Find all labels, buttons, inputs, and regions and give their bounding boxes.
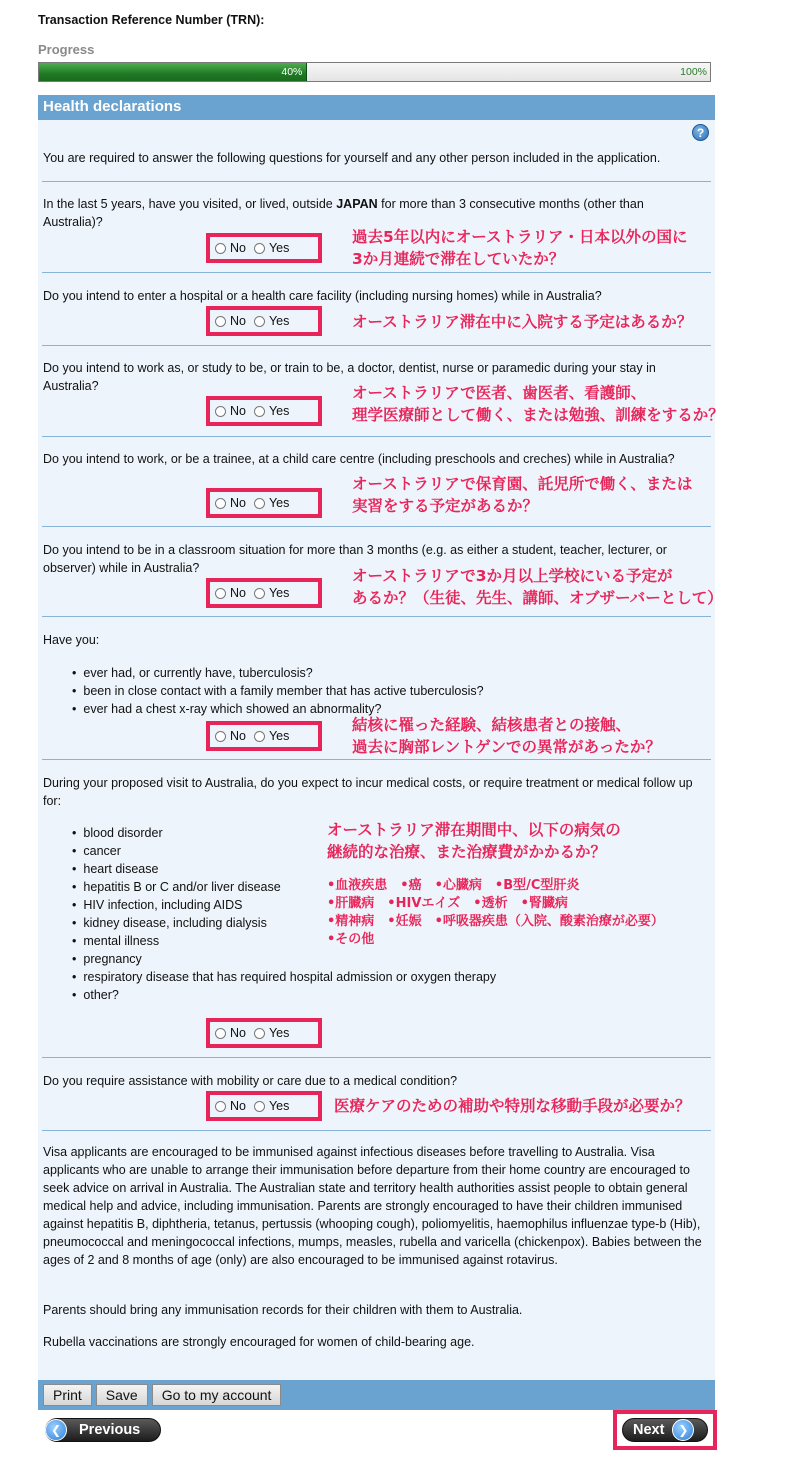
annotation-q1: 過去5年以内にオーストラリア・日本以外の国に 3か月連続で滞在していたか？ bbox=[352, 228, 688, 268]
progress-end-label: 100% bbox=[680, 66, 707, 78]
list-item: • cancer bbox=[74, 842, 496, 860]
question-8-options bbox=[206, 1091, 322, 1121]
question-4-no-option[interactable]: No bbox=[215, 496, 246, 510]
immunisation-records-paragraph: Parents should bring any immunisation records for their children with them to Australia. bbox=[43, 1303, 523, 1317]
question-2-yes-option[interactable]: Yes bbox=[254, 314, 289, 328]
divider bbox=[42, 1057, 711, 1058]
divider bbox=[42, 1130, 711, 1131]
divider bbox=[42, 616, 711, 617]
question-5-no-option[interactable]: No bbox=[215, 586, 246, 600]
list-item: • HIV infection, including AIDS bbox=[74, 896, 496, 914]
annotation-q5: オーストラリアで3か月以上学校にいる予定が あるか？（生徒、先生、講師、オブザーバーとして） bbox=[352, 567, 723, 607]
annotation-q6: 結核に罹った経験、結核患者との接触、 過去に胸部レントゲンでの異常があったか？ bbox=[352, 716, 661, 756]
divider bbox=[42, 345, 711, 346]
panel-title: Health declarations bbox=[38, 95, 715, 120]
help-icon[interactable]: ? bbox=[692, 124, 709, 141]
rubella-paragraph: Rubella vaccinations are strongly encouraged for women of child-bearing age. bbox=[43, 1335, 475, 1349]
trn-label: Transaction Reference Number (TRN): bbox=[38, 13, 265, 27]
divider bbox=[42, 272, 711, 273]
list-item: • heart disease bbox=[74, 860, 496, 878]
question-2-options bbox=[206, 306, 322, 336]
radio-yes[interactable] bbox=[254, 243, 265, 254]
question-7-yes-option[interactable]: Yes bbox=[254, 1026, 289, 1040]
question-4-text: Do you intend to work, or be a trainee, at a child care centre (including preschools and creches) while in Australia? bbox=[43, 452, 675, 466]
question-6-yes-option[interactable]: Yes bbox=[254, 729, 289, 743]
question-3-text: Do you intend to work as, or study to be, or train to be, a doctor, dentist, nurse or paramedic during your stay in Australia? bbox=[43, 361, 656, 393]
list-item: • respiratory disease that has required hospital admission or oxygen therapy bbox=[74, 968, 496, 986]
question-1-text: In the last 5 years, have you visited, or lived, outside JAPAN for more than 3 consecutive months (other than Australia)? bbox=[43, 197, 644, 229]
list-item: • kidney disease, including dialysis bbox=[74, 914, 496, 932]
radio-yes[interactable] bbox=[254, 406, 265, 417]
previous-button[interactable] bbox=[45, 1418, 161, 1442]
question-6-text: Have you: bbox=[43, 633, 100, 647]
next-label: Next bbox=[633, 1422, 665, 1438]
radio-no[interactable] bbox=[215, 316, 226, 327]
radio-yes[interactable] bbox=[254, 316, 265, 327]
print-button[interactable]: Print bbox=[43, 1384, 92, 1406]
radio-yes[interactable] bbox=[254, 1028, 265, 1039]
question-7-no-option[interactable]: No bbox=[215, 1026, 246, 1040]
annotation-q4: オーストラリアで保育園、託児所で働く、または 実習をする予定があるか？ bbox=[352, 475, 693, 515]
annotation-q3: オーストラリアで医者、歯医者、看護師、 理学医療師として働く、または勉強、訓練をするか？ bbox=[352, 384, 724, 424]
go-to-my-account-button[interactable]: Go to my account bbox=[152, 1384, 282, 1406]
radio-no[interactable] bbox=[215, 406, 226, 417]
radio-no[interactable] bbox=[215, 731, 226, 742]
list-item: • blood disorder bbox=[74, 824, 496, 842]
annotation-q2: オーストラリア滞在中に入院する予定はあるか？ bbox=[352, 313, 693, 331]
question-6-options bbox=[206, 721, 322, 751]
list-item: • other? bbox=[74, 986, 496, 1004]
list-item: • pregnancy bbox=[74, 950, 496, 968]
question-6-bullets bbox=[74, 664, 484, 718]
question-8-text: Do you require assistance with mobility or care due to a medical condition? bbox=[43, 1074, 458, 1088]
chevron-left-icon: ❮ bbox=[45, 1419, 67, 1441]
save-button[interactable]: Save bbox=[96, 1384, 148, 1406]
progress-bar bbox=[38, 62, 711, 82]
progress-fill bbox=[39, 63, 307, 81]
progress-current-label: 40% bbox=[281, 66, 303, 78]
divider bbox=[42, 181, 711, 182]
progress-label: Progress bbox=[38, 42, 95, 57]
list-item: • ever had a chest x-ray which showed an abnormality? bbox=[74, 700, 484, 718]
intro-text: You are required to answer the following questions for yourself and any other person included in the application. bbox=[43, 151, 661, 165]
divider bbox=[42, 526, 711, 527]
radio-yes[interactable] bbox=[254, 498, 265, 509]
question-3-yes-option[interactable]: Yes bbox=[254, 404, 289, 418]
list-item: • been in close contact with a family member that has active tuberculosis? bbox=[74, 682, 484, 700]
radio-yes[interactable] bbox=[254, 1101, 265, 1112]
question-3-no-option[interactable]: No bbox=[215, 404, 246, 418]
list-item: • mental illness bbox=[74, 932, 496, 950]
radio-no[interactable] bbox=[215, 498, 226, 509]
annotation-q7-list: •血液疾患 •癌 •心臓病 •B型/C型肝炎 •肝臓病 •HIVエイズ •透析 •腎臓病 •精神病 •妊娠 •呼吸器疾患（入院、酸素治療が必要） •その他 bbox=[327, 878, 664, 947]
list-item: • hepatitis B or C and/or liver disease bbox=[74, 878, 496, 896]
question-3-options bbox=[206, 396, 322, 426]
radio-no[interactable] bbox=[215, 588, 226, 599]
chevron-right-icon: ❯ bbox=[672, 1419, 694, 1441]
radio-no[interactable] bbox=[215, 243, 226, 254]
question-4-yes-option[interactable]: Yes bbox=[254, 496, 289, 510]
list-item: • ever had, or currently have, tuberculosis? bbox=[74, 664, 484, 682]
next-button[interactable] bbox=[622, 1418, 708, 1442]
question-4-options bbox=[206, 488, 322, 518]
question-1-options bbox=[206, 233, 322, 263]
question-7-options bbox=[206, 1018, 322, 1048]
question-1-no-option[interactable]: No bbox=[215, 241, 246, 255]
question-8-yes-option[interactable]: Yes bbox=[254, 1099, 289, 1113]
question-5-yes-option[interactable]: Yes bbox=[254, 586, 289, 600]
question-2-text: Do you intend to enter a hospital or a health care facility (including nursing homes) while in Australia? bbox=[43, 289, 602, 303]
annotation-q8: 医療ケアのための補助や特別な移動手段が必要か？ bbox=[334, 1097, 691, 1115]
radio-yes[interactable] bbox=[254, 588, 265, 599]
radio-no[interactable] bbox=[215, 1101, 226, 1112]
next-button-highlight bbox=[613, 1410, 717, 1450]
question-6-no-option[interactable]: No bbox=[215, 729, 246, 743]
question-2-no-option[interactable]: No bbox=[215, 314, 246, 328]
annotation-q7: オーストラリア滞在期間中、以下の病気の 継続的な治療、また治療費がかかるか？ bbox=[327, 821, 621, 861]
question-1-yes-option[interactable]: Yes bbox=[254, 241, 289, 255]
action-toolbar bbox=[38, 1380, 715, 1410]
divider bbox=[42, 436, 711, 437]
radio-no[interactable] bbox=[215, 1028, 226, 1039]
question-8-no-option[interactable]: No bbox=[215, 1099, 246, 1113]
radio-yes[interactable] bbox=[254, 731, 265, 742]
question-7-text: During your proposed visit to Australia, do you expect to incur medical costs, or require treatment or medical follow up for: bbox=[43, 776, 693, 808]
question-5-options bbox=[206, 578, 322, 608]
immunisation-info-paragraph: Visa applicants are encouraged to be immunised against infectious diseases before travelling to Australia. Visa applicants who are unable to arrange their immunisation before departure from their home country are encouraged to seek advice on arrival in Australia. The Australian state and territory health authorities assist people to obtain general medical help and advice, including immunisation. Parents are strongly encouraged to have their children immunised against hepatitis B, diphtheria, tetanus, pertussis (whooping cough), poliomyelitis, haemophilus influenzae type-b (Hib), pneumococcal and meningococcal infections, mumps, measles, rubella and varicella (chickenpox). Babies between the ages of 2 and 8 months of age (only) are also encouraged to be immunised against rotavirus. bbox=[43, 1145, 702, 1267]
question-5-text: Do you intend to be in a classroom situation for more than 3 months (e.g. as either a student, teacher, lecturer, or observer) while in Australia? bbox=[43, 543, 667, 575]
divider bbox=[42, 759, 711, 760]
previous-label: Previous bbox=[79, 1422, 141, 1438]
